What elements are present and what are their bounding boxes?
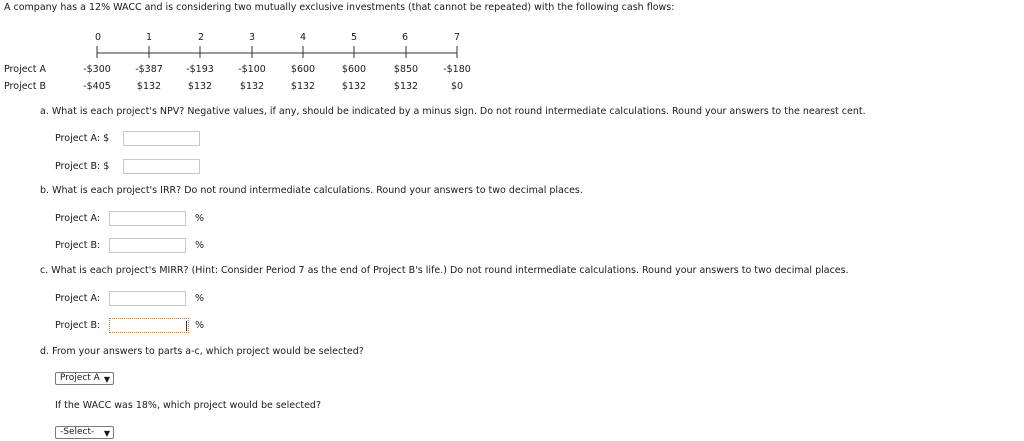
- project-a-cf-5: $600: [341, 64, 367, 75]
- irr-project-a-label: Project A:: [55, 213, 101, 224]
- period-label-0: 0: [94, 32, 102, 43]
- period-label-7: 7: [453, 32, 461, 43]
- chevron-down-icon: ▼: [103, 429, 110, 438]
- text-caret: [186, 321, 187, 331]
- irr-project-a-unit: %: [195, 213, 205, 224]
- project-b-cf-1: $132: [136, 81, 162, 92]
- project-b-cf-2: $132: [187, 81, 213, 92]
- npv-project-a-input[interactable]: [123, 131, 200, 146]
- irr-project-b-input[interactable]: [109, 238, 186, 253]
- mirr-project-a-input[interactable]: [109, 291, 186, 306]
- project-b-cf-0: -$405: [83, 81, 111, 92]
- irr-project-b-unit: %: [195, 240, 205, 251]
- npv-project-a-label: Project A: $: [55, 133, 110, 144]
- project-select-value: Project A: [60, 373, 100, 383]
- problem-intro: A company has a 12% WACC and is considering two mutually exclusive investments (that cannot be repeated) with the following cash flows:: [4, 2, 675, 13]
- npv-project-b-label: Project B: $: [55, 161, 110, 172]
- project-a-cf-0: -$300: [83, 64, 111, 75]
- period-label-6: 6: [401, 32, 409, 43]
- question-b-text: b. What is each project's IRR? Do not round intermediate calculations. Round your answers to two decimal places.: [40, 185, 583, 196]
- mirr-project-a-unit: %: [195, 293, 205, 304]
- mirr-project-b-input[interactable]: [109, 318, 189, 333]
- period-label-4: 4: [299, 32, 307, 43]
- project-a-cf-6: $850: [393, 64, 419, 75]
- period-label-1: 1: [145, 32, 153, 43]
- question-c-text: c. What is each project's MIRR? (Hint: Consider Period 7 as the end of Project B's life.) Do not round intermediate calculations. Round your answers to two decimal places.: [40, 265, 849, 276]
- project-a-cf-2: -$193: [186, 64, 214, 75]
- period-label-5: 5: [350, 32, 358, 43]
- project-b-cf-4: $132: [290, 81, 316, 92]
- question-d-text: d. From your answers to parts a-c, which project would be selected?: [40, 346, 364, 357]
- project-a-label: Project A: [4, 64, 47, 75]
- project-select-dropdown[interactable]: [55, 372, 114, 385]
- project-b-cf-5: $132: [341, 81, 367, 92]
- irr-project-b-label: Project B:: [55, 240, 101, 251]
- project-a-cf-1: -$387: [135, 64, 163, 75]
- project-b-label: Project B: [4, 81, 47, 92]
- timeline-axis: [0, 44, 480, 60]
- irr-project-a-input[interactable]: [109, 211, 186, 226]
- project-a-cf-7: -$180: [443, 64, 471, 75]
- wacc18-select-dropdown[interactable]: [55, 426, 114, 439]
- period-label-2: 2: [197, 32, 205, 43]
- question-d-followup: If the WACC was 18%, which project would be selected?: [55, 400, 321, 411]
- chevron-down-icon: ▼: [103, 375, 110, 384]
- question-a-text: a. What is each project's NPV? Negative values, if any, should be indicated by a minus sign. Do not round intermediate calculations. Round your answers to the nearest cent.: [40, 106, 866, 117]
- wacc18-select-value: -Select-: [60, 427, 95, 437]
- project-b-cf-3: $132: [239, 81, 265, 92]
- mirr-project-a-label: Project A:: [55, 293, 101, 304]
- npv-project-b-input[interactable]: [123, 159, 200, 174]
- project-b-cf-7: $0: [450, 81, 464, 92]
- project-a-cf-4: $600: [290, 64, 316, 75]
- project-b-cf-6: $132: [393, 81, 419, 92]
- period-label-3: 3: [248, 32, 256, 43]
- mirr-project-b-unit: %: [195, 320, 205, 331]
- project-a-cf-3: -$100: [238, 64, 266, 75]
- mirr-project-b-label: Project B:: [55, 320, 101, 331]
